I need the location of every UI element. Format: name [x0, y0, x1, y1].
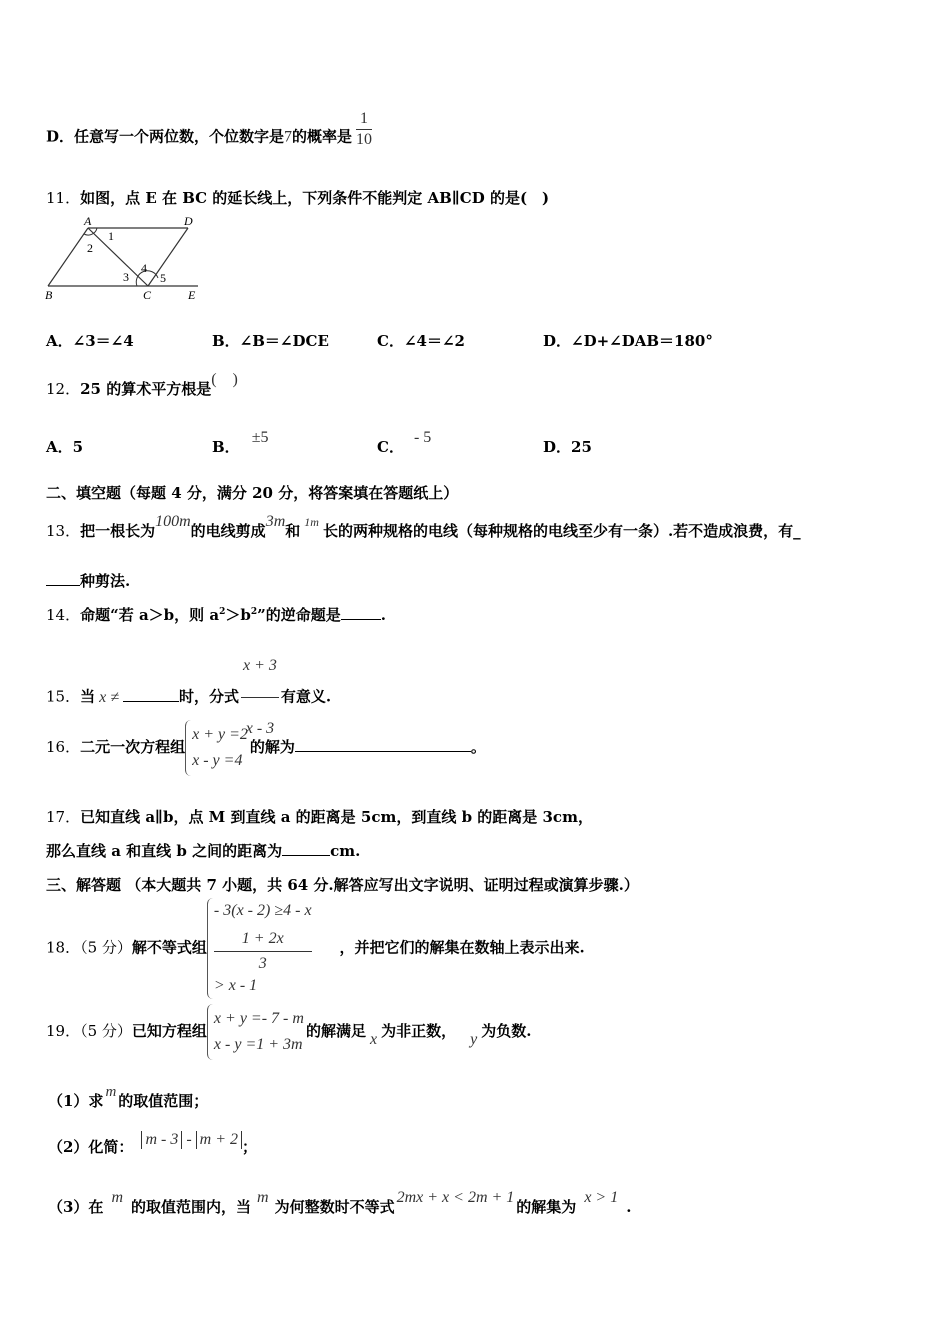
q13-text-4: 长的两种规格的电线（每种规格的电线至少有一条）.若不造成浪费，有_	[322, 522, 801, 540]
label-b: B	[45, 288, 53, 302]
line-ac	[88, 228, 148, 286]
q19-s3-m-1: m	[111, 1189, 123, 1206]
q16-stem	[46, 720, 486, 776]
q14-sup-1: 2	[219, 607, 226, 617]
q13-text-3: 和	[285, 522, 301, 540]
q14-text-1: 命题“若 a＞b，则 a	[80, 606, 220, 624]
q15-text-3: 有意义.	[280, 687, 332, 706]
q14-text-2: ＞b	[225, 606, 251, 624]
q16-answer-blank[interactable]	[295, 737, 471, 752]
angle-1: 1	[108, 229, 114, 243]
q11-option-b[interactable]: B．∠B＝∠DCE	[212, 332, 329, 350]
q11-text: 如图，点 E 在 BC 的延长线上，下列条件不能判定 AB∥CD 的是( )	[80, 189, 550, 207]
q19-s3-inequality: 2mx + x < 2m + 1	[396, 1189, 515, 1206]
q12-text: 25 的算术平方根是	[80, 380, 212, 398]
q17-answer-blank[interactable]	[282, 841, 330, 856]
q19-sub1	[48, 1084, 209, 1111]
q18-inequality-system	[207, 898, 314, 999]
q19-s2-text-2: ；	[242, 1138, 258, 1156]
q18-frac-den: 3	[258, 955, 267, 972]
section-3-heading: 三、解答题 （本大题共 7 小题，共 64 分.解答应写出文字说明、证明过程或演算步骤.）	[46, 876, 639, 894]
q19-text-1: 已知方程组	[131, 1022, 207, 1040]
q18-text-2: ，并把它们的解集在数轴上表示出来.	[339, 938, 585, 957]
q19-score: （5 分）	[80, 1022, 132, 1040]
angle-3: 3	[123, 270, 129, 284]
q11-option-a[interactable]: A．∠3＝∠4	[46, 332, 134, 350]
q15-number: 15．	[46, 687, 81, 706]
line-ab	[48, 228, 88, 286]
q10-option-d	[46, 110, 373, 157]
line-dc	[148, 228, 188, 286]
q19-s2-text-1: （2）化简：	[48, 1138, 134, 1156]
label-a: A	[84, 214, 92, 228]
q11-figure	[40, 212, 210, 304]
q19-number: 19．	[46, 1022, 81, 1040]
angle-5: 5	[160, 271, 166, 285]
q19-s2-abs-2: m + 2	[196, 1131, 242, 1149]
q16-text-2: 的解为	[249, 738, 295, 756]
q15-text-2: 时，分式	[179, 687, 240, 706]
q17-text-2: 那么直线 a 和直线 b 之间的距离为	[46, 842, 283, 860]
q14-stem	[46, 604, 386, 625]
q16-number: 16．	[46, 738, 81, 756]
q10-optd-mid: 的概率是	[292, 127, 353, 146]
q10-optd-text: D．任意写一个两位数，个位数字是	[46, 127, 285, 146]
q16-equation-system	[185, 720, 250, 776]
section-2-heading: 二、填空题（每题 4 分，满分 20 分，将答案填在答题纸上）	[46, 484, 459, 502]
q19-equation-system	[207, 1004, 306, 1060]
q12-option-b[interactable]	[212, 429, 269, 457]
q19-stem	[46, 1004, 531, 1060]
q19-s3-m-2: m	[257, 1189, 269, 1206]
q19-s3-text-1: （3）在	[48, 1198, 104, 1216]
q13-text-5: 种剪法.	[80, 572, 131, 590]
q13-line1	[46, 513, 801, 541]
q13-number: 13．	[46, 522, 81, 540]
q18-number: 18．	[46, 938, 81, 957]
q18-frac-num: 1 + 2x	[214, 928, 312, 952]
q16-eq-2: x - y =4	[192, 752, 243, 769]
q19-s3-text-4: 的解集为	[516, 1198, 577, 1216]
q18-ineq-2-rhs: > x - 1	[213, 977, 258, 994]
q13-math-100m: 100m	[155, 513, 191, 530]
q19-text-3: 为非正数，	[381, 1022, 457, 1040]
q11-stem	[46, 187, 549, 208]
q16-eq-1: x + y =2	[192, 726, 248, 743]
q14-sup-2: 2	[250, 607, 258, 617]
q19-s3-text-3: 为何整数时不等式	[274, 1198, 395, 1216]
q14-text-4: .	[380, 606, 386, 624]
label-e: E	[188, 288, 196, 302]
q12-option-c[interactable]	[377, 429, 432, 457]
label-d: D	[184, 214, 193, 228]
q10-digit: 7	[284, 128, 293, 146]
q19-s1-m: m	[105, 1084, 117, 1100]
q19-s1-text-1: （1）求	[48, 1092, 104, 1110]
q15-answer-blank[interactable]	[123, 687, 179, 702]
q15-math-x-neq: x ≠	[99, 688, 119, 706]
q17-text-3: cm.	[330, 842, 361, 860]
q19-s3-text-2: 的取值范围内，当	[131, 1198, 252, 1216]
q12-optb-math: ±5	[251, 429, 269, 446]
q16-text-1: 二元一次方程组	[80, 738, 186, 756]
angle-4: 4	[141, 261, 147, 275]
q18-score: （5 分）	[80, 938, 132, 957]
q19-s1-text-2: 的取值范围；	[118, 1092, 209, 1110]
q16-text-3: 。	[470, 738, 486, 756]
label-c: C	[143, 288, 152, 302]
q19-s2-minus: -	[186, 1131, 192, 1148]
q18-fraction	[214, 928, 312, 975]
q19-math-x: x	[369, 1031, 378, 1048]
q12-paren: ( )	[211, 371, 238, 388]
q12-optc-math: - 5	[413, 429, 432, 446]
q13-text-2: 的电线剪成	[190, 522, 266, 540]
q11-option-c[interactable]: C．∠4＝∠2	[377, 332, 465, 350]
q15-frac-num: x + 3	[241, 636, 279, 698]
q12-option-a[interactable]: A．5	[46, 438, 84, 456]
q18-text-1: 解不等式组	[131, 938, 207, 957]
q19-text-4: 为负数.	[481, 1022, 532, 1040]
q19-eq-2: x - y =1 + 3m	[213, 1036, 303, 1053]
q18-ineq-1: - 3(x - 2) ≥4 - x	[213, 902, 312, 919]
q13-line2	[46, 570, 130, 591]
q18-stem	[46, 898, 585, 999]
q17-text-1: 已知直线 a∥b，点 M 到直线 a 的距离是 5cm，到直线 b 的距离是 3cm，	[80, 808, 593, 826]
q13-math-1m: 1m	[304, 515, 319, 529]
angle-2: 2	[87, 241, 93, 255]
q19-s3-text-5: .	[626, 1198, 632, 1216]
q10-fraction	[356, 110, 372, 149]
q11-option-d[interactable]: D．∠D+∠DAB＝180°	[543, 332, 713, 350]
q13-math-3m: 3m	[265, 513, 286, 530]
q13-text-1: 把一根长为	[80, 522, 156, 540]
q17-line2	[46, 840, 360, 861]
q14-text-3: ”的逆命题是	[257, 606, 341, 624]
q14-number: 14．	[46, 606, 81, 624]
q19-text-2: 的解满足	[305, 1022, 366, 1040]
q12-option-d[interactable]: D．25	[543, 438, 592, 456]
q12-stem	[46, 371, 238, 399]
q12-number: 12．	[46, 380, 81, 398]
q17-number: 17．	[46, 808, 81, 826]
q19-s2-abs-1: m - 3	[141, 1131, 182, 1149]
q12-optb-label: B．	[212, 438, 240, 456]
q17-line1	[46, 806, 593, 827]
q19-sub2	[48, 1131, 258, 1157]
q15-text-1: 当	[80, 687, 96, 706]
q19-sub3	[48, 1189, 632, 1217]
q19-math-y: y	[470, 1031, 478, 1048]
q15-frac-den: x - 3	[245, 720, 275, 737]
q11-number: 11．	[46, 189, 81, 207]
q19-s3-solution: x > 1	[584, 1189, 619, 1206]
q10-frac-den: 10	[356, 131, 373, 148]
q12-optc-label: C．	[377, 438, 404, 456]
q14-answer-blank[interactable]	[341, 605, 381, 620]
q10-frac-num: 1	[356, 110, 372, 130]
q13-answer-blank[interactable]	[46, 571, 80, 586]
q19-eq-1: x + y =- 7 - m	[213, 1010, 304, 1027]
q18-ineq-2	[214, 928, 312, 997]
